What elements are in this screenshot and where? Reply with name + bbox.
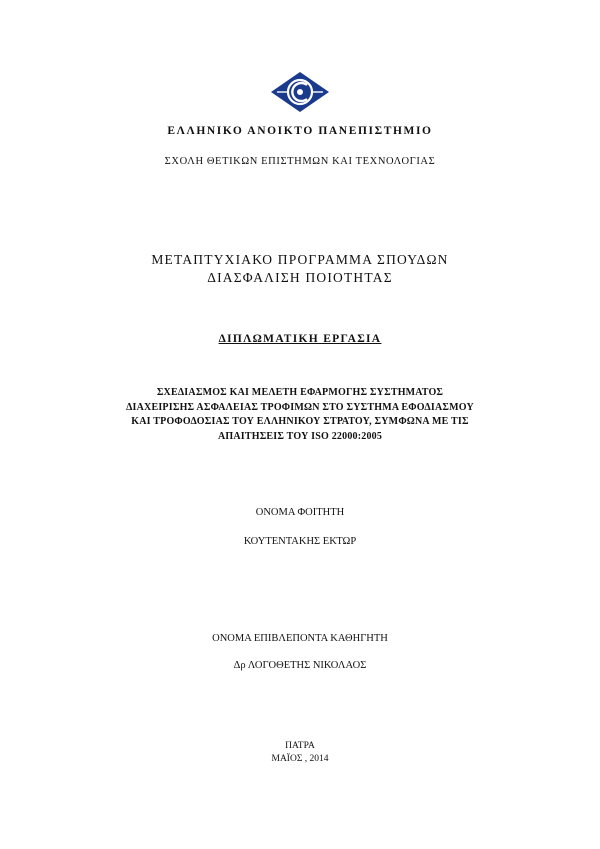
thesis-type-heading: ΔΙΠΛΩΜΑΤΙΚΗ ΕΡΓΑΣΙΑ <box>218 333 382 345</box>
program-line-2: ΔΙΑΣΦΑΛΙΣΗ ΠΟΙΟΤΗΤΑΣ <box>207 270 393 285</box>
school-name: ΣΧΟΛΗ ΘΕΤΙΚΩΝ ΕΠΙΣΤΗΜΩΝ ΚΑΙ ΤΕΧΝΟΛΟΓΙΑΣ <box>164 156 436 167</box>
supervisor-label: ΟΝΟΜΑ ΕΠΙΒΛΕΠΟΝΤΑ ΚΑΘΗΓΗΤΗ <box>212 633 388 644</box>
student-name: ΚΟΥΤΕΝΤΑΚΗΣ ΕΚΤΩΡ <box>243 536 357 547</box>
university-name: ΕΛΛΗΝΙΚΟ ΑΝΟΙΚΤΟ ΠΑΝΕΠΙΣΤΗΜΙΟ <box>167 125 433 137</box>
program-line-1: ΜΕΤΑΠΤΥΧΙΑΚΟ ΠΡΟΓΡΑΜΜΑ ΣΠΟΥΔΩΝ <box>151 252 449 267</box>
university-logo-icon <box>271 72 329 112</box>
thesis-title-line-2: ΔΙΑΧΕΙΡΙΣΗΣ ΑΣΦΑΛΕΙΑΣ ΤΡΟΦΙΜΩΝ ΣΤΟ ΣΥΣΤΗΜΑ ΕΦΟΔΙΑΣΜΟΥ <box>126 401 474 413</box>
thesis-title-line-3: ΚΑΙ ΤΡΟΦΟΔΟΣΙΑΣ ΤΟΥ ΕΛΛΗΝΙΚΟΥ ΣΤΡΑΤΟΥ, ΣΥΜΦΩΝΑ ΜΕ ΤΙΣ <box>131 416 469 427</box>
supervisor-name: Δρ ΛΟΓΟΘΕΤΗΣ ΝΙΚΟΛΑΟΣ <box>233 660 367 671</box>
student-label: ΟΝΟΜΑ ΦΟΙΤΗΤΗ <box>255 507 345 518</box>
city: ΠΑΤΡΑ <box>285 741 315 751</box>
thesis-title-line-1: ΣΧΕΔΙΑΣΜΟΣ ΚΑΙ ΜΕΛΕΤΗ ΕΦΑΡΜΟΓΗΣ ΣΥΣΤΗΜΑΤΟΣ <box>156 387 444 398</box>
thesis-title <box>0 386 600 444</box>
date: ΜΑΪΟΣ , 2014 <box>271 754 329 764</box>
thesis-title-line-4: ΑΠΑΙΤΗΣΕΙΣ ΤΟΥ ISO 22000:2005 <box>217 430 383 442</box>
program-heading <box>0 251 600 287</box>
